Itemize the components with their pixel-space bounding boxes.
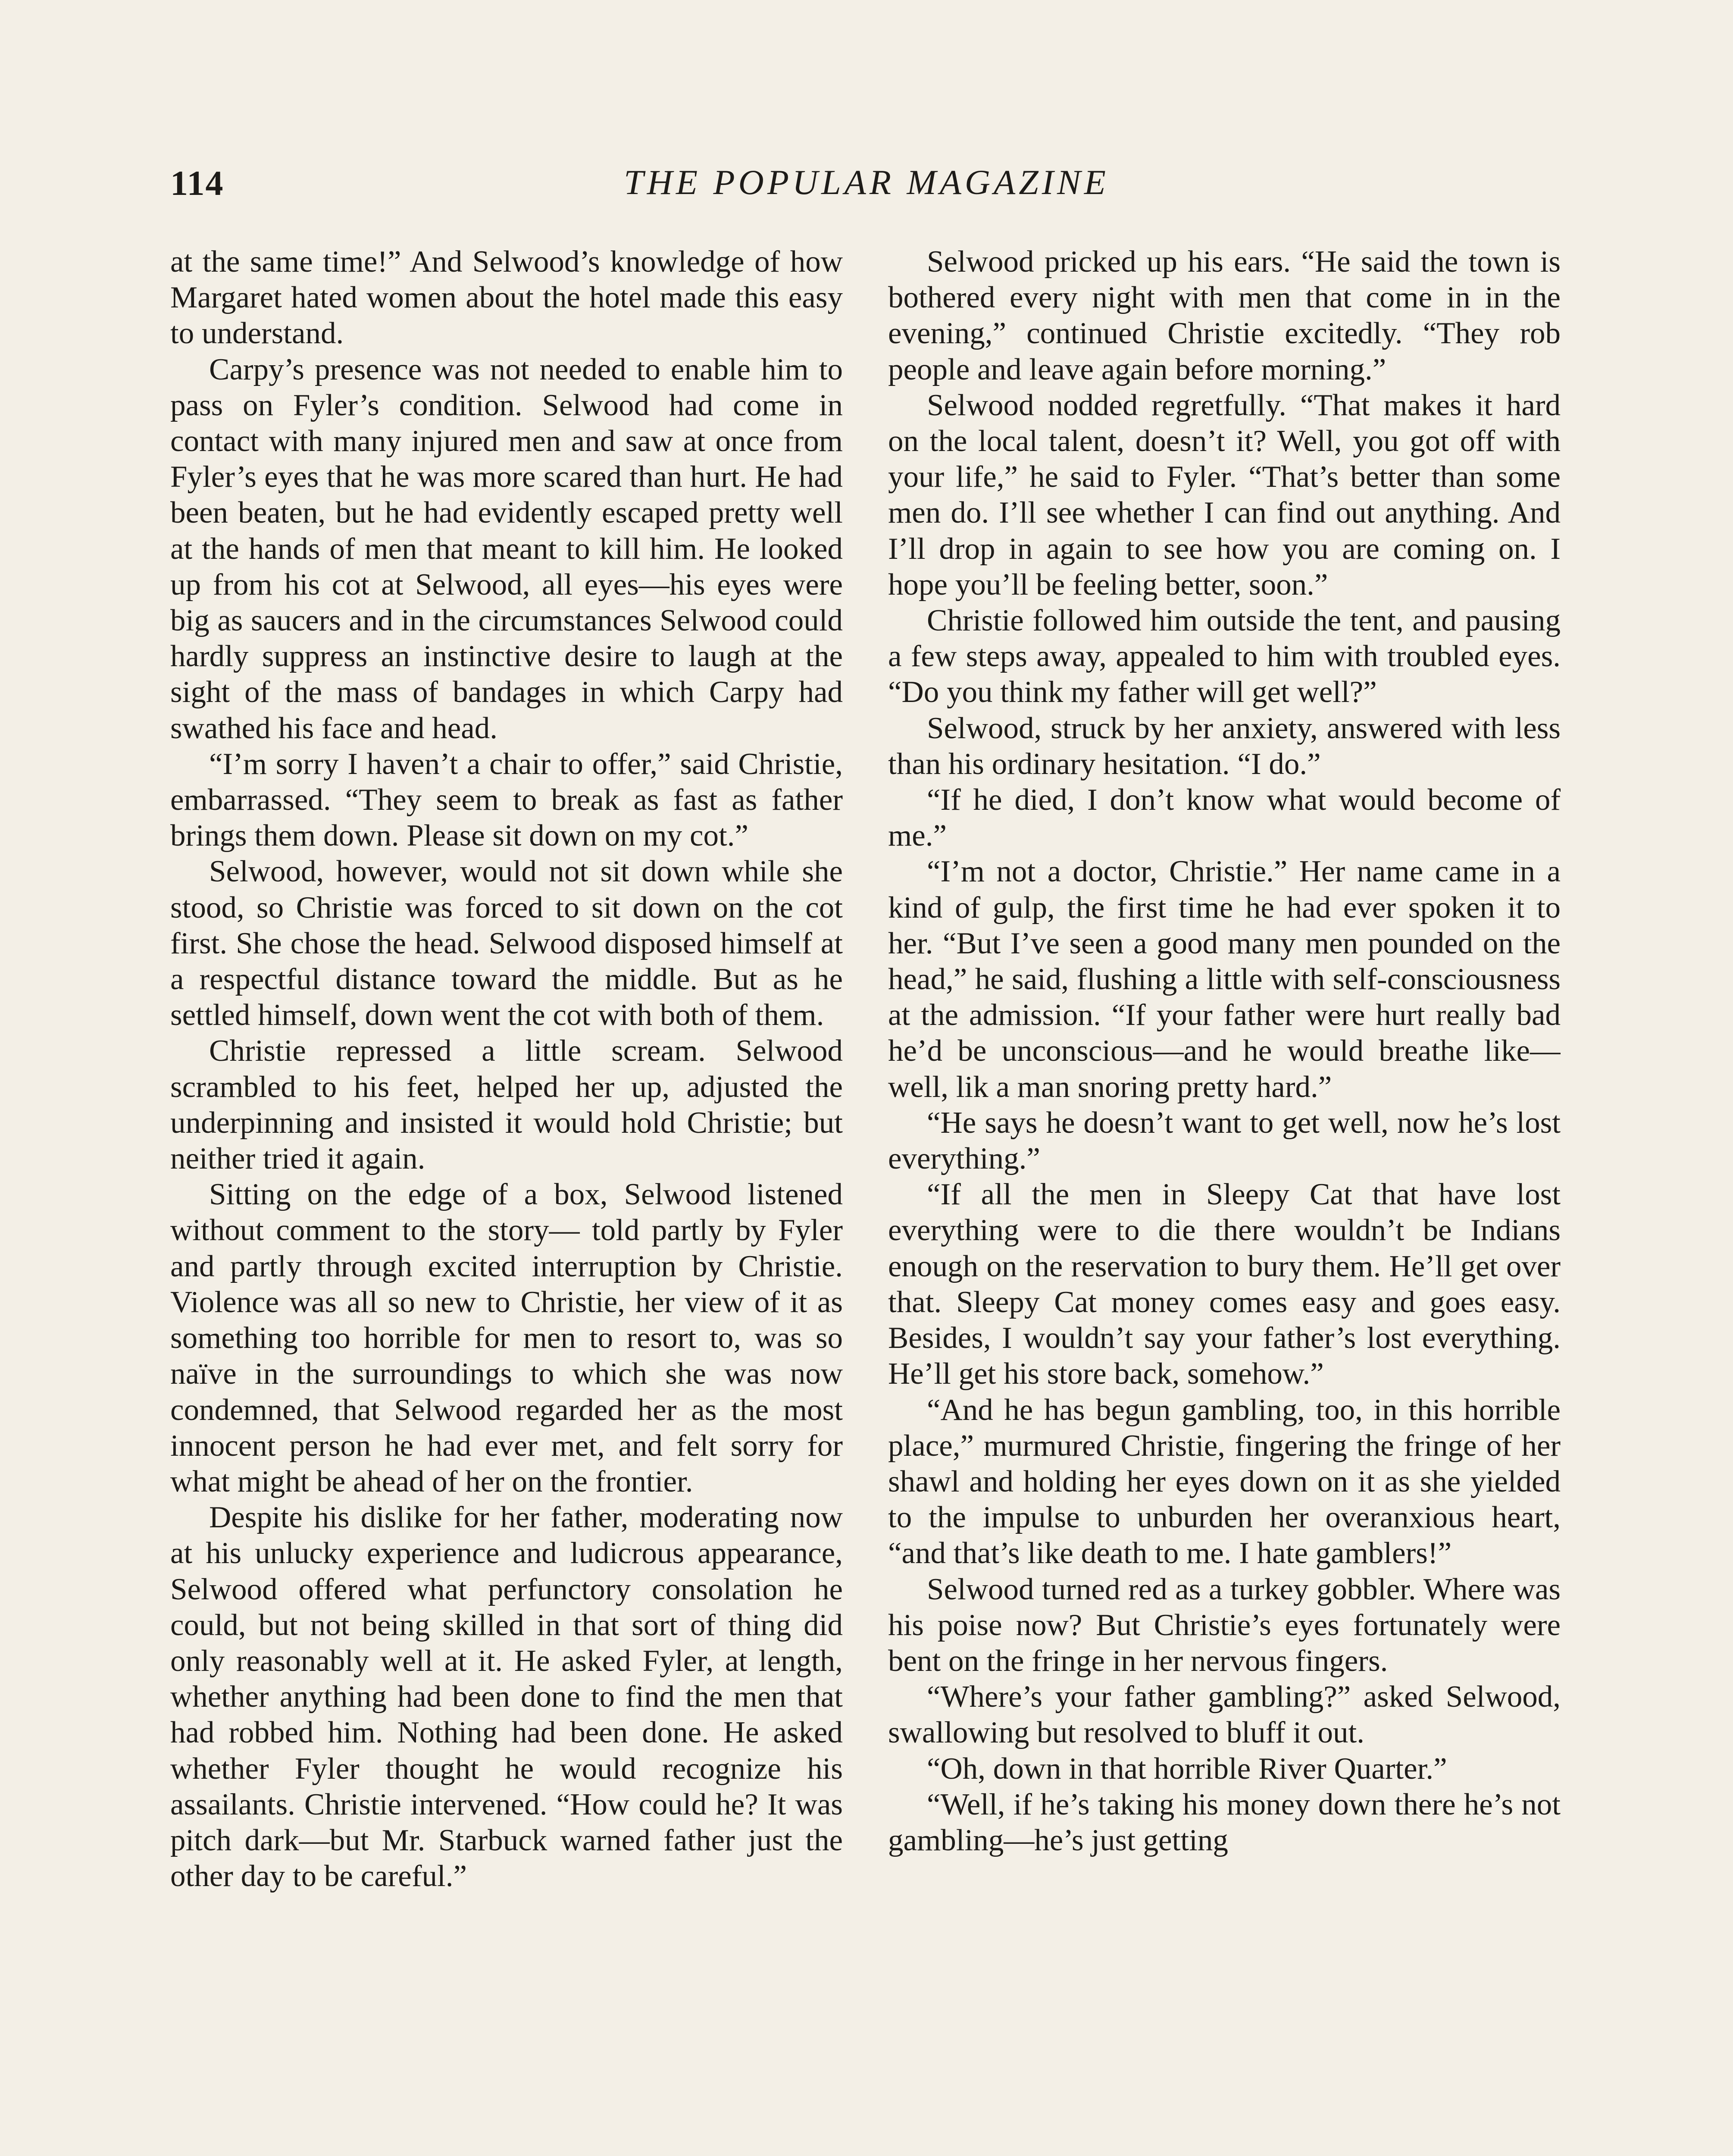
paragraph: “He says he doesn’t want to get well, now he’s lost everything.” <box>888 1106 1561 1176</box>
paragraph: “If he died, I don’t know what would become of me.” <box>888 783 1561 853</box>
left-column <box>170 244 843 2156</box>
paragraph: at the same time!” And Selwood’s knowledge of how Margaret hated women about the hotel made this easy to understand. <box>170 245 843 351</box>
page-number: 114 <box>170 163 224 203</box>
paragraph: “I’m sorry I haven’t a chair to offer,” said Christie, embarrassed. “They seem to break as fast as father brings them down. Please sit down on my cot.” <box>170 747 843 853</box>
paragraph: Sitting on the edge of a box, Selwood listened without comment to the story— told partly by Fyler and partly through excited interruption by Christie. Violence was all so new to Christie, her view of it as something too horrible for men to resort to, was so naïve in the surroundings to which she was now condemned, that Selwood regarded her as the most innocent person he had ever met, and felt sorry for what might be ahead of her on the frontier. <box>170 1178 843 1498</box>
paragraph: Christie repressed a little scream. Selwood scrambled to his feet, helped her up, adjusted the underpinning and insisted it would hold Christie; but neither tried it again. <box>170 1034 843 1176</box>
paragraph: Despite his dislike for her father, moderating now at his unlucky experience and ludicrous appearance, Selwood offered what perfunctory consolation he could, but not being skilled in that sort of thing did only reasonably well at it. He asked Fyler, at length, whether anything had been done to find the men that had robbed him. Nothing had been done. He asked whether Fyler thought he would recognize his assailants. Christie intervened. “How could he? It was pitch dark—but Mr. Starbuck warned father just the other day to be careful.” <box>170 1501 843 1893</box>
paragraph: Selwood, struck by her anxiety, answered with less than his ordinary hesitation. “I do.” <box>888 711 1561 781</box>
paragraph: Carpy’s presence was not needed to enable him to pass on Fyler’s condition. Selwood had come in contact with many injured men and saw at once from Fyler’s eyes that he was more scared than hurt. He had been beaten, but he had evidently escaped pretty well at the hands of men that meant to kill him. He looked up from his cot at Selwood, all eyes—his eyes were big as saucers and in the circumstances Selwood could hardly suppress an instinctive desire to laugh at the sight of the mass of bandages in which Carpy had swathed his face and head. <box>170 352 843 745</box>
paragraph: “Well, if he’s taking his money down there he’s not gambling—he’s just getting <box>888 1787 1561 1857</box>
paragraph: Selwood pricked up his ears. “He said the town is bothered every night with men that come in in the evening,” continued Christie excitedly. “They rob people and leave again before morning.” <box>888 245 1561 386</box>
paragraph: Christie followed him outside the tent, and pausing a few steps away, appealed to him with troubled eyes. “Do you think my father will get well?” <box>888 604 1561 709</box>
paragraph: “And he has begun gambling, too, in this horrible place,” murmured Christie, fingering the fringe of her shawl and holding her eyes down on it as she yielded to the impulse to unburden her overanxious heart, “and that’s like death to me. I hate gamblers!” <box>888 1393 1561 1570</box>
paragraph: Selwood, however, would not sit down while she stood, so Christie was forced to sit down on the cot first. She chose the head. Selwood disposed himself at a respectful distance toward the middle. But as he settled himself, down went the cot with both of them. <box>170 855 843 1032</box>
paragraph: “I’m not a doctor, Christie.” Her name came in a kind of gulp, the first time he had ever spoken it to her. “But I’ve seen a good many men pounded on the head,” he said, flushing a little with self-consciousness at the admission. “If your father were hurt really bad he’d be unconscious—and he would breathe like—well, lik a man snoring pretty hard.” <box>888 855 1561 1104</box>
paragraph: “Where’s your father gambling?” asked Selwood, swallowing but resolved to bluff it out. <box>888 1680 1561 1750</box>
right-column <box>888 244 1561 2156</box>
paragraph: “Oh, down in that horrible River Quarter.” <box>927 1752 1447 1786</box>
running-head: THE POPULAR MAGAZINE <box>624 163 1109 202</box>
paragraph: “If all the men in Sleepy Cat that have lost everything were to die there wouldn’t be Indians enough on the reservation to bury them. He’ll get over that. Sleepy Cat money comes easy and goes easy. Besides, I wouldn’t say your father’s lost everything. He’ll get his store back, somehow.” <box>888 1178 1561 1391</box>
page-header <box>170 159 1563 210</box>
paragraph: Selwood nodded regretfully. “That makes it hard on the local talent, doesn’t it? Well, you got off with your life,” he said to Fyler. “That’s better than some men do. I’ll see whether I can find out anything. And I’ll drop in again to see how you are coming on. I hope you’ll be feeling better, soon.” <box>888 388 1561 602</box>
paragraph: Selwood turned red as a turkey gobbler. Where was his poise now? But Christie’s eyes fortunately were bent on the fringe in her nervous fingers. <box>888 1572 1561 1678</box>
